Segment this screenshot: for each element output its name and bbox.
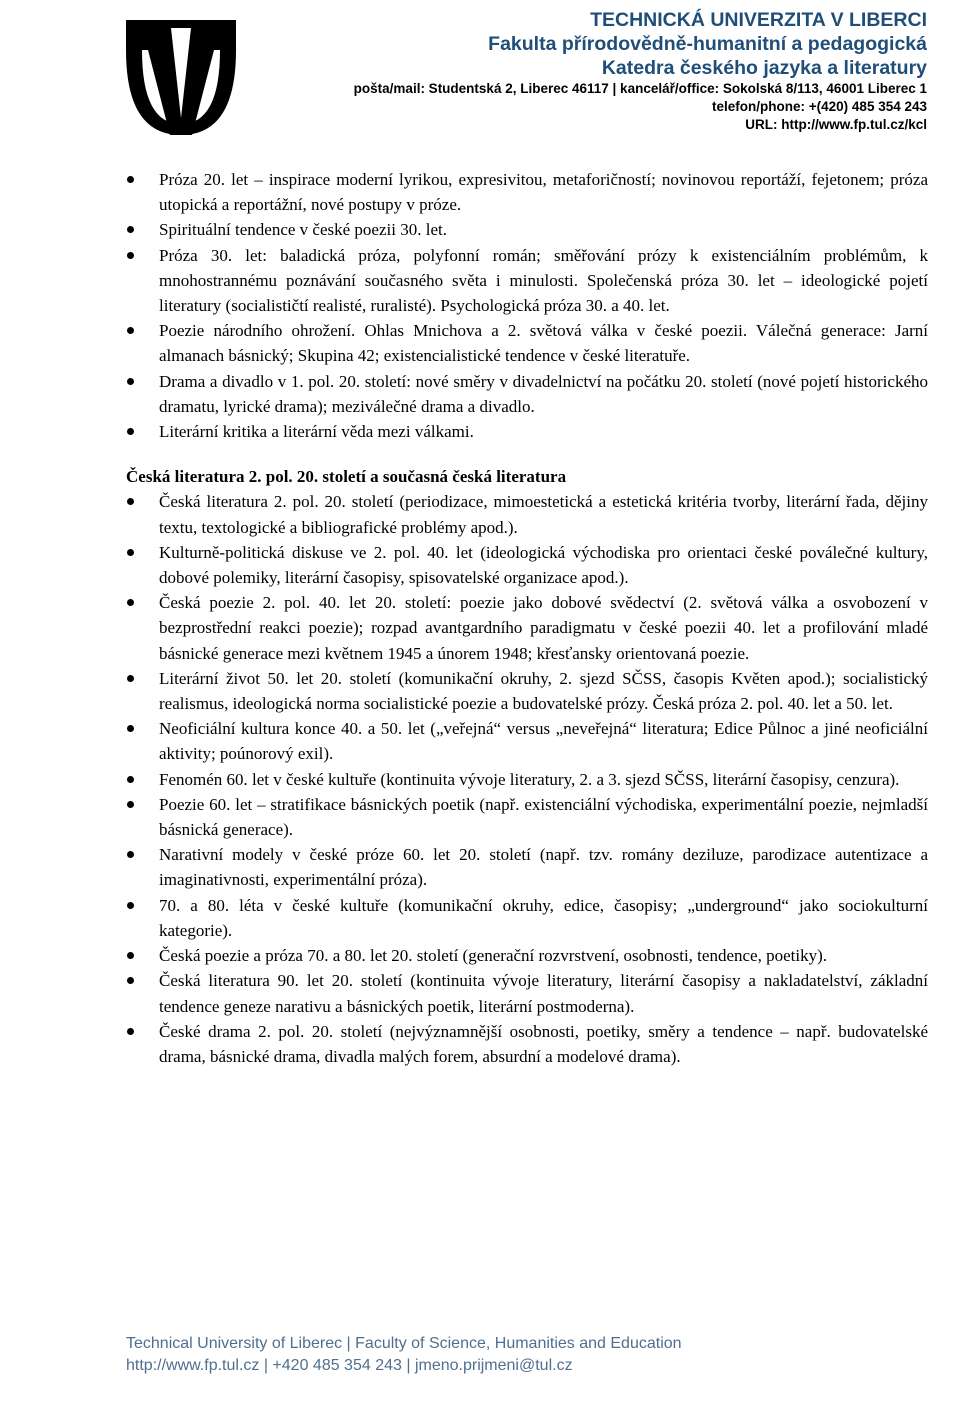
list-item: 70. a 80. léta v české kultuře (komunikační okruhy, edice, časopisy; „underground“ jako sociokulturní kategorie).	[126, 893, 928, 943]
footer-contact: http://www.fp.tul.cz | +420 485 354 243 | jmeno.prijmeni@tul.cz	[126, 1357, 573, 1374]
list-item: Drama a divadlo v 1. pol. 20. století: nové směry v divadelnictví na počátku 20. století (nové pojetí historického dramatu, lyrické drama); meziválečné drama a divadlo.	[126, 369, 928, 419]
page-footer	[126, 1333, 682, 1377]
list-item: Neoficiální kultura konce 40. a 50. let („veřejná“ versus „neveřejná“ literatura; Edice Půlnoc a jiné neoficiální aktivity; poúnorový exil).	[126, 716, 928, 766]
document-body	[126, 167, 928, 1069]
topic-list-2	[126, 489, 928, 1069]
list-item: Literární život 50. let 20. století (komunikační okruhy, 2. sjezd SČSS, časopis Květen apod.); socialistický realismus, ideologická norma socialistické poezie a budovatelské prózy. Česká próza 2. pol. 40. let a 50. let.	[126, 666, 928, 716]
university-logo	[126, 20, 236, 135]
list-item: Česká literatura 2. pol. 20. století (periodizace, mimoestetická a estetická kritéria tvorby, literární řada, dějiny textu, textologické a bibliografické problémy apod.).	[126, 489, 928, 539]
footer-institution: Technical University of Liberec | Faculty of Science, Humanities and Education	[126, 1335, 682, 1352]
url-line: URL: http://www.fp.tul.cz/kcl	[745, 117, 927, 132]
list-item: Česká poezie a próza 70. a 80. let 20. století (generační rozvrstvení, osobnosti, tendence, poetiky).	[126, 943, 928, 968]
list-item: Literární kritika a literární věda mezi válkami.	[126, 419, 928, 444]
list-item: Spirituální tendence v české poezii 30. let.	[126, 217, 928, 242]
faculty-name: Fakulta přírodovědně-humanitní a pedagogická	[488, 33, 927, 55]
address-line: pošta/mail: Studentská 2, Liberec 46117 | kancelář/office: Sokolská 8/113, 46001 Liberec 1	[353, 81, 927, 96]
list-item: Poezie národního ohrožení. Ohlas Mnichova a 2. světová válka v české poezii. Válečná generace: Jarní almanach básnický; Skupina 42; existencialistické tendence v české literatuře.	[126, 318, 928, 368]
section-heading: Česká literatura 2. pol. 20. století a současná česká literatura	[126, 467, 567, 487]
list-item: Česká literatura 90. let 20. století (kontinuita vývoje literatury, literární časopisy a nakladatelství, základní tendence geneze narativu a básnických poetik, literární postmoderna).	[126, 968, 928, 1018]
list-item: Narativní modely v české próze 60. let 20. století (např. tzv. romány deziluze, parodizace autentizace a imaginativnosti, experimentální próza).	[126, 842, 928, 892]
phone-line: telefon/phone: +(420) 485 354 243	[712, 99, 927, 114]
university-name: TECHNICKÁ UNIVERZITA V LIBERCI	[590, 9, 927, 31]
department-name: Katedra českého jazyka a literatury	[601, 57, 927, 79]
topic-list-1	[126, 167, 928, 444]
list-item: Kulturně-politická diskuse ve 2. pol. 40. let (ideologická východiska pro orientaci české poválečné kultury, dobové polemiky, literární časopisy, spisovatelské organizace apod.).	[126, 540, 928, 590]
list-item: Česká poezie 2. pol. 40. let 20. století: poezie jako dobové svědectví (2. světová válka a osvobození v bezprostřední reakci poezie); rozpad avantgardního paradigmatu v české poezii 40. let a profilování mladé básnické generace mezi květnem 1945 a únorem 1948; křesťansky orientovaná poezie.	[126, 590, 928, 666]
list-item: Poezie 60. let – stratifikace básnických poetik (např. existenciální východiska, experimentální poezie, nejmladší básnická generace).	[126, 792, 928, 842]
list-item: Próza 20. let – inspirace moderní lyrikou, expresivitou, metaforičností; novinovou reportáží, fejetonem; próza utopická a reportážní, nové postupy v próze.	[126, 167, 928, 217]
letterhead	[354, 8, 927, 134]
list-item: Fenomén 60. let v české kultuře (kontinuita vývoje literatury, 2. a 3. sjezd SČSS, literární časopisy, cenzura).	[126, 767, 928, 792]
list-item: České drama 2. pol. 20. století (nejvýznamnější osobnosti, poetiky, směry a tendence – např. budovatelské drama, básnické drama, divadla malých forem, absurdní a modelové drama).	[126, 1019, 928, 1069]
list-item: Próza 30. let: baladická próza, polyfonní román; směřování prózy k existenciálním problémům, k mnohostrannému poznávání současného světa i minulosti. Společenská próza 30. let – ideologické pojetí literatury (socialističtí realisté, ruralisté). Psychologická próza 30. a 40. let.	[126, 243, 928, 319]
